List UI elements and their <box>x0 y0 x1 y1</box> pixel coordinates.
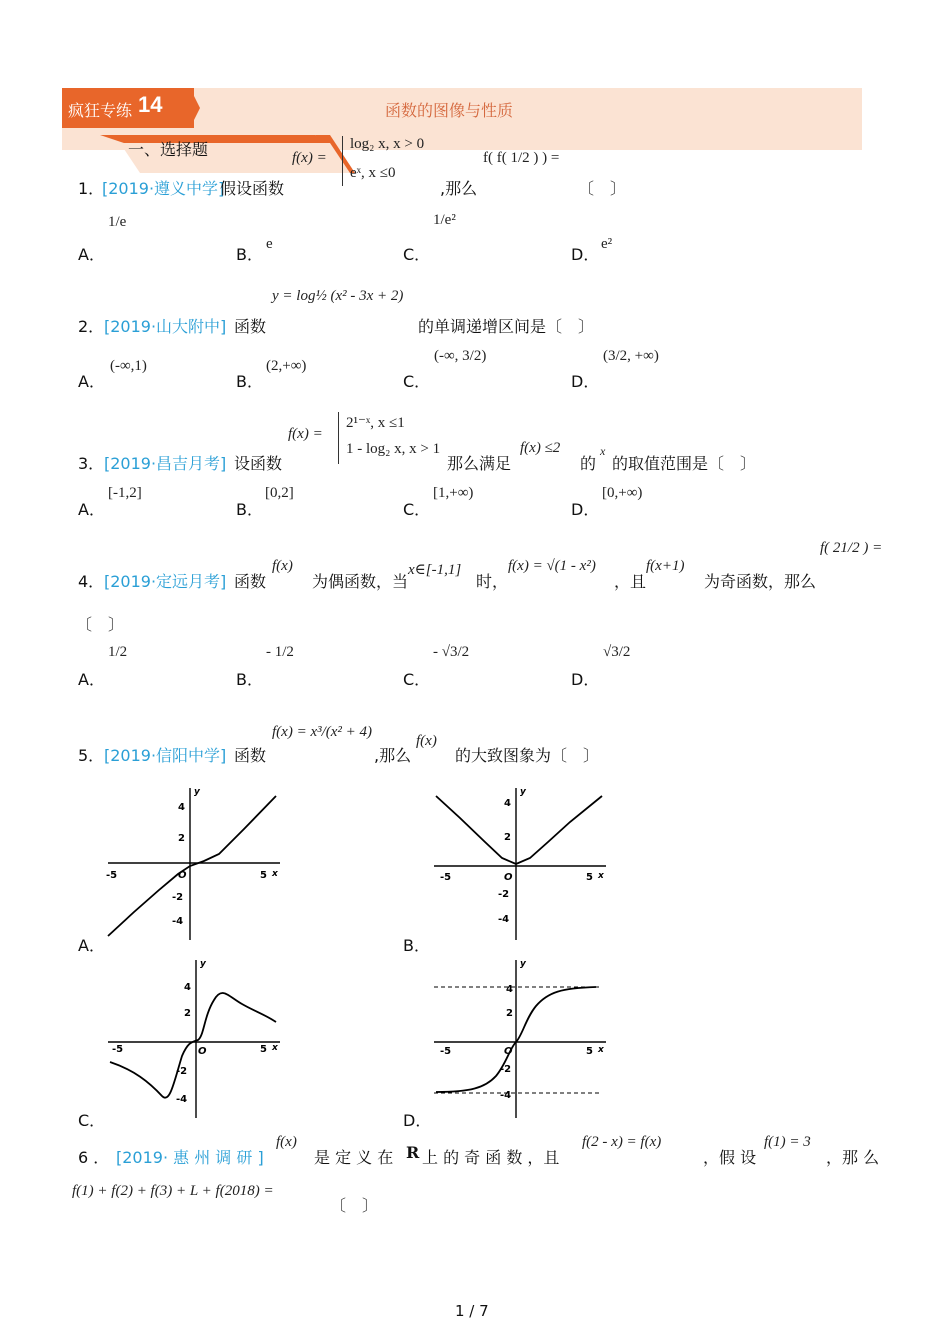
q4-text: 函数 <box>234 572 267 591</box>
q1-option-a[interactable]: A． <box>78 245 105 264</box>
graph-d-yn2-label: -2 <box>500 1064 512 1075</box>
graph-d-xaxis-label: x <box>598 1045 604 1055</box>
q3-condition: f(x) ≤2 <box>520 440 561 456</box>
graph-a-origin-label: O <box>178 870 187 881</box>
q4-t4: 为奇函数，那么 <box>704 572 817 591</box>
q6-t2: 上 的 奇 函 数 ，且 <box>422 1148 560 1167</box>
q3-formula-f: f(x) = <box>288 426 323 442</box>
q2-option-c-value: (-∞, 3/2) <box>434 348 487 364</box>
q6-f1: f(x) <box>276 1134 297 1150</box>
q4-option-b[interactable]: B． <box>236 670 263 689</box>
graph-d-y2-label: 2 <box>506 1008 513 1019</box>
q3-option-b-value: [0,2] <box>265 485 294 501</box>
q6-paren: 〔 〕 <box>330 1196 379 1215</box>
graph-b-y4-label: 4 <box>504 798 511 809</box>
q6-f3: f(1) = 3 <box>764 1134 811 1150</box>
q5-number: 5． <box>78 746 105 765</box>
graph-c[interactable] <box>104 956 284 1120</box>
q3-source-tag[interactable]: [2019·昌吉月考] <box>104 454 227 473</box>
q1-option-b[interactable]: B． <box>236 245 263 264</box>
q1-tail: ,那么 <box>440 179 478 198</box>
q5-option-c[interactable]: C． <box>78 1111 106 1130</box>
q2-option-c[interactable]: C． <box>403 372 431 391</box>
q3-tail3: 的取值范围是〔 〕 <box>612 454 757 473</box>
q3-number: 3． <box>78 454 105 473</box>
q5-formula: f(x) = x³/(x² + 4) <box>272 724 373 740</box>
graph-c-yn4-label: -4 <box>176 1094 188 1105</box>
graph-b[interactable] <box>430 784 610 944</box>
graph-a-y2-label: 2 <box>178 833 185 844</box>
graph-c-xpos-label: 5 <box>260 1044 267 1055</box>
q2-tail: 的单调递增区间是〔 〕 <box>418 317 595 336</box>
q4-option-a[interactable]: A． <box>78 670 105 689</box>
q4-number: 4． <box>78 572 105 591</box>
q1-option-c[interactable]: C． <box>403 245 431 264</box>
q1-number: 1． <box>78 179 105 198</box>
graph-b-y2-label: 2 <box>504 832 511 843</box>
graph-c-origin-label: O <box>198 1046 207 1057</box>
graph-c-y4-label: 4 <box>184 982 191 993</box>
graph-a-yn4-label: -4 <box>172 916 184 927</box>
badge-text: 疯狂专练 <box>68 101 133 120</box>
q5-tail2: 的大致图象为〔 〕 <box>455 746 600 765</box>
q4-t3: ，且 <box>614 572 647 591</box>
q4-f1: f(x) <box>272 558 293 574</box>
q5-text: 函数 <box>234 746 267 765</box>
q1-option-a-value: 1/e <box>108 214 127 230</box>
q5-option-d[interactable]: D． <box>403 1111 432 1130</box>
q4-source-tag[interactable]: [2019·定远月考] <box>104 572 227 591</box>
header-badge-arrow <box>190 88 202 128</box>
q6-R: R <box>406 1143 420 1162</box>
q3-case2: 1 - log₂ x, x > 1 <box>346 441 441 457</box>
q6-t3: ，假 设 <box>703 1148 757 1167</box>
graph-c-xneg-label: -5 <box>112 1044 124 1055</box>
graph-d-origin-label: O <box>504 1046 513 1057</box>
q3-var: x <box>600 444 606 458</box>
graph-d-yn4-label: -4 <box>500 1090 512 1101</box>
graph-b-xneg-label: -5 <box>440 872 452 883</box>
graph-a-y4-label: 4 <box>178 802 185 813</box>
q5-option-b[interactable]: B． <box>403 936 430 955</box>
graph-d-xneg-label: -5 <box>440 1046 452 1057</box>
q1-source-tag[interactable]: [2019·遵义中学] <box>102 179 225 198</box>
q3-option-a[interactable]: A． <box>78 500 105 519</box>
graph-b-yn2-label: -2 <box>498 889 510 900</box>
q5-option-a[interactable]: A． <box>78 936 105 955</box>
graph-b-yn4-label: -4 <box>498 914 510 925</box>
page-number: 1 / 7 <box>455 1302 489 1320</box>
graph-d-yaxis-label: y <box>520 959 526 969</box>
q2-option-d-value: (3/2, +∞) <box>603 348 659 364</box>
q3-option-a-value: [-1,2] <box>108 485 142 501</box>
q3-tail: 那么满足 <box>447 454 512 473</box>
q4-domain: x∈[-1,1] <box>408 562 462 578</box>
q4-option-a-value: 1/2 <box>108 644 128 660</box>
graph-a-yn2-label: -2 <box>172 892 184 903</box>
q3-option-d[interactable]: D． <box>571 500 600 519</box>
graph-b-yaxis-label: y <box>520 787 526 797</box>
q2-text: 函数 <box>234 317 267 336</box>
q1-option-d[interactable]: D． <box>571 245 600 264</box>
q1-formula-f: f(x) = <box>292 150 327 166</box>
q6-number: 6 ． <box>78 1148 110 1167</box>
graph-a[interactable] <box>104 784 284 944</box>
graph-c-xaxis-label: x <box>272 1043 278 1053</box>
q1-option-d-value: e² <box>601 236 613 252</box>
q4-expr: f( 21/2 ) = <box>820 540 883 556</box>
q1-expr: f( f( 1/2 ) ) = <box>483 150 560 166</box>
graph-a-xpos-label: 5 <box>260 870 267 881</box>
q1-option-c-value: 1/e² <box>433 212 456 228</box>
q4-option-b-value: - 1/2 <box>266 644 294 660</box>
graph-d-y4-label: 4 <box>506 984 513 995</box>
q2-source-tag[interactable]: [2019·山大附中] <box>104 317 227 336</box>
q3-option-b[interactable]: B． <box>236 500 263 519</box>
q6-f2: f(2 - x) = f(x) <box>582 1134 662 1150</box>
q4-option-c[interactable]: C． <box>403 670 431 689</box>
q4-option-c-value: - √3/2 <box>433 644 470 660</box>
q3-tail2: 的 <box>580 454 597 473</box>
q3-option-c-value: [1,+∞) <box>433 485 474 501</box>
q5-tail: ,那么 <box>374 746 412 765</box>
graph-b-origin-label: O <box>504 872 513 883</box>
q1-paren: 〔 〕 <box>578 179 627 198</box>
q2-option-b[interactable]: B． <box>236 372 263 391</box>
q4-paren: 〔 〕 <box>76 615 125 634</box>
graph-d-xpos-label: 5 <box>586 1046 593 1057</box>
q2-option-d[interactable]: D． <box>571 372 600 391</box>
q5-f1: f(x) <box>416 733 437 749</box>
q4-t1: 为偶函数，当 <box>312 572 409 591</box>
q6-source-tag[interactable]: [2019· 惠 州 调 研 ] <box>116 1148 264 1167</box>
q3-option-c[interactable]: C． <box>403 500 431 519</box>
header-title: 函数的图像与性质 <box>385 101 514 120</box>
q1-text: 假设函数 <box>220 179 285 198</box>
q2-option-b-value: (2,+∞) <box>266 358 307 374</box>
q4-option-d-value: √3/2 <box>603 644 631 660</box>
graph-a-xaxis-label: x <box>272 869 278 879</box>
graph-b-xpos-label: 5 <box>586 872 593 883</box>
section-title: 一、选择题 <box>128 140 209 159</box>
graph-c-y2-label: 2 <box>184 1008 191 1019</box>
q5-source-tag[interactable]: [2019·信阳中学] <box>104 746 227 765</box>
q1-case2: eˣ, x ≤0 <box>350 165 396 181</box>
graph-a-yaxis-label: y <box>194 787 200 797</box>
q1-brace <box>342 136 349 186</box>
graph-c-yn2-label: -2 <box>176 1066 188 1077</box>
q4-f2: f(x) = √(1 - x²) <box>508 558 596 574</box>
q3-option-d-value: [0,+∞) <box>602 485 643 501</box>
q1-option-b-value: e <box>266 236 273 252</box>
q6-t1: 是 定 义 在 <box>314 1148 394 1167</box>
q2-formula: y = log½ (x² - 3x + 2) <box>272 288 404 304</box>
q2-option-a-value: (-∞,1) <box>110 358 147 374</box>
graph-d[interactable] <box>430 956 610 1120</box>
q3-text: 设函数 <box>234 454 283 473</box>
q4-f3: f(x+1) <box>646 558 685 574</box>
q3-brace <box>338 412 345 464</box>
graph-c-yaxis-label: y <box>200 959 206 969</box>
badge-number: 14 <box>138 92 163 117</box>
q2-number: 2． <box>78 317 105 336</box>
q4-t2: 时， <box>476 572 509 591</box>
graph-b-xaxis-label: x <box>598 871 604 881</box>
q2-option-a[interactable]: A． <box>78 372 105 391</box>
q3-case1: 2¹⁻ˣ, x ≤1 <box>346 415 405 431</box>
graph-a-xneg-label: -5 <box>106 870 118 881</box>
q4-option-d[interactable]: D． <box>571 670 600 689</box>
q6-t4: ，那 么 <box>826 1148 880 1167</box>
q1-case1: log₂ x, x > 0 <box>350 136 425 152</box>
q6-sum: f(1) + f(2) + f(3) + L + f(2018) = <box>72 1183 274 1199</box>
